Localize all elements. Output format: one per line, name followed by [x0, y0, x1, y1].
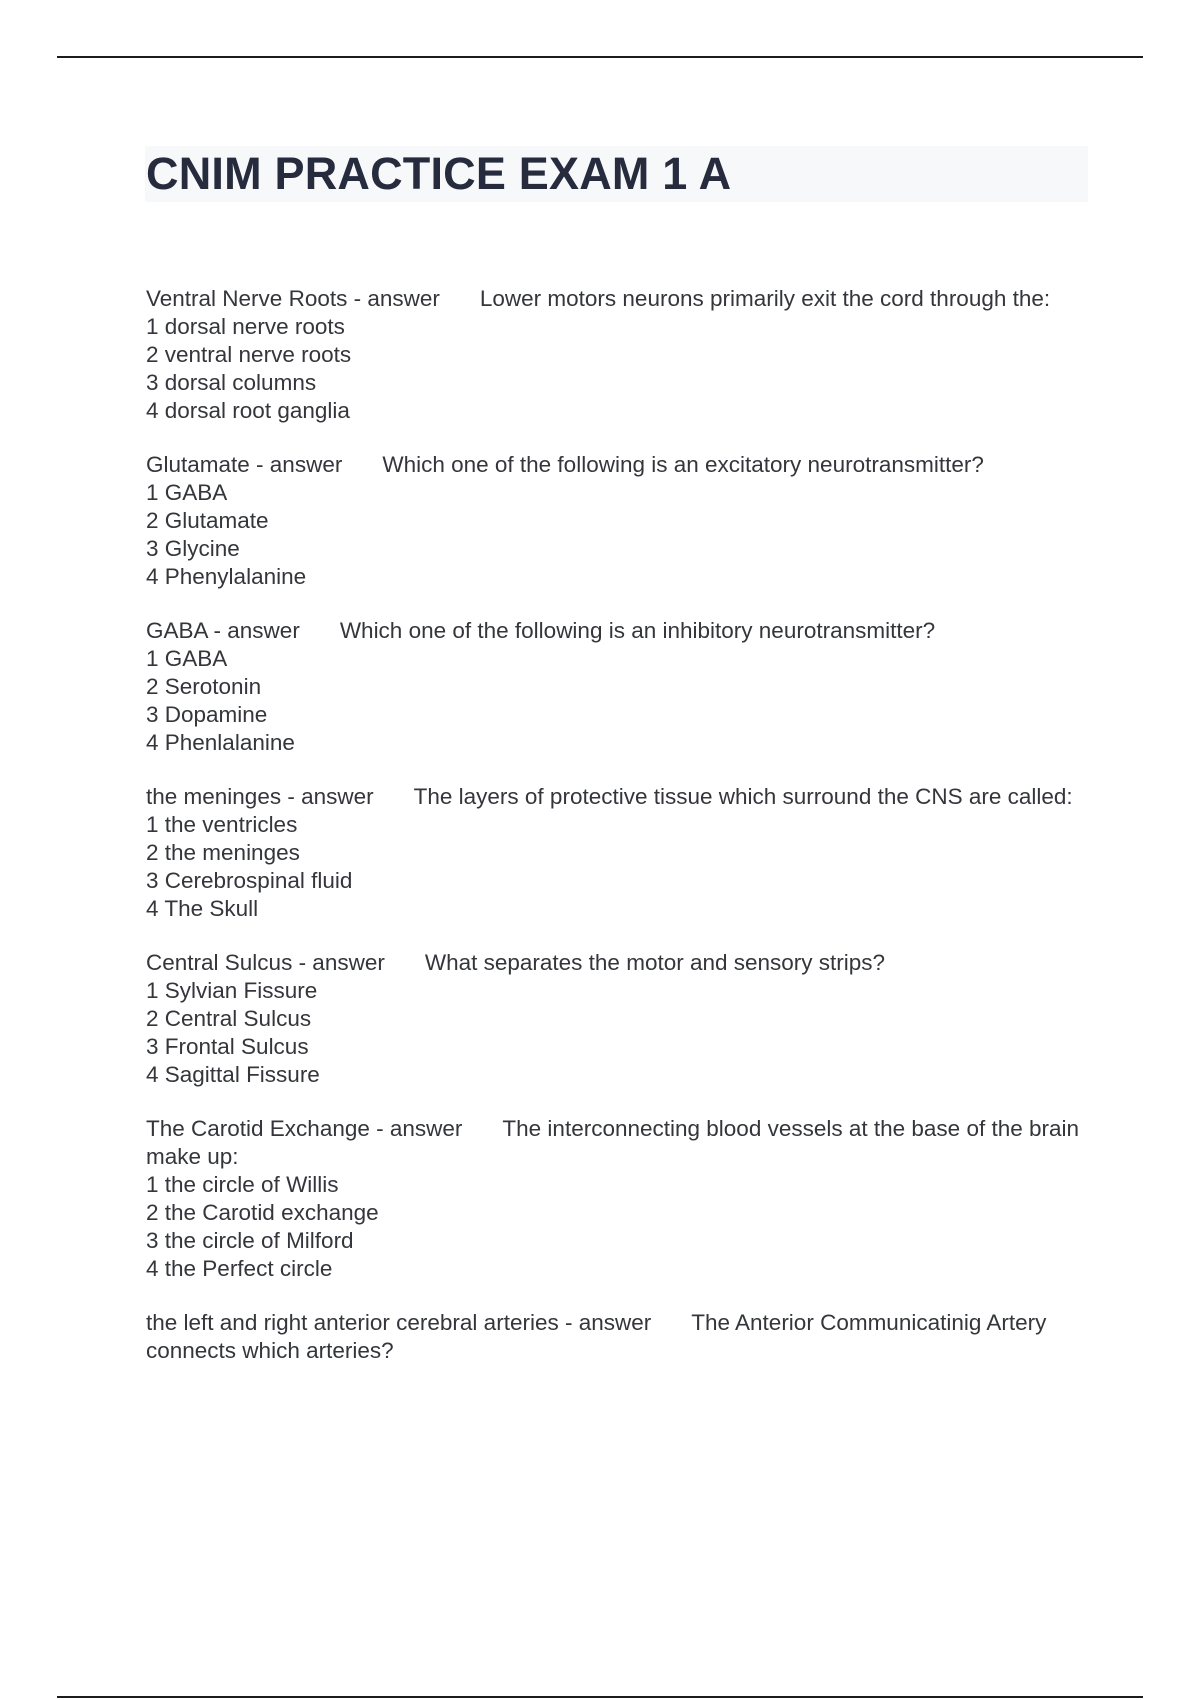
option-item: 1 Sylvian Fissure — [146, 978, 318, 1003]
question-text: Which one of the following is an inhibitory neurotransmitter? — [339, 618, 936, 643]
option-item: 1 the ventricles — [146, 812, 298, 837]
answer-text: Central Sulcus - answer — [146, 950, 385, 975]
option-item: 1 dorsal nerve roots — [146, 314, 345, 339]
question-text: The Anterior Communicatinig Artery connects which arteries? — [146, 1310, 1053, 1363]
option-list — [146, 977, 1096, 1089]
option-item: 1 GABA — [146, 646, 228, 671]
option-item: 3 the circle of Milford — [146, 1228, 354, 1253]
option-item: 1 GABA — [146, 480, 228, 505]
option-item: 3 Cerebrospinal fluid — [146, 868, 353, 893]
answer-text: GABA - answer — [146, 618, 300, 643]
option-item: 4 Sagittal Fissure — [146, 1062, 320, 1087]
answer-text: Ventral Nerve Roots - answer — [146, 286, 440, 311]
question-text: Lower motors neurons primarily exit the cord through the: — [479, 286, 1051, 311]
option-list — [146, 479, 1096, 591]
option-list — [146, 313, 1096, 425]
qa-question-line — [146, 949, 1096, 977]
option-item: 3 Dopamine — [146, 702, 268, 727]
option-item: 4 Phenylalanine — [146, 564, 307, 589]
answer-text: Glutamate - answer — [146, 452, 343, 477]
option-item: 3 Glycine — [146, 536, 240, 561]
option-item: 4 the Perfect circle — [146, 1256, 333, 1281]
top-rule — [57, 56, 1143, 58]
qa-item — [146, 285, 1096, 425]
qa-item — [146, 949, 1096, 1089]
qa-item — [146, 1309, 1096, 1365]
question-text: The interconnecting blood vessels at the base of the brain make up: — [146, 1116, 1086, 1169]
option-item: 4 Phenlalanine — [146, 730, 295, 755]
qa-item — [146, 1115, 1096, 1283]
bottom-rule — [57, 1696, 1143, 1698]
option-item: 4 The Skull — [146, 896, 259, 921]
qa-question-line — [146, 783, 1096, 811]
qa-item — [146, 451, 1096, 591]
option-list — [146, 1171, 1096, 1283]
question-text: Which one of the following is an excitatory neurotransmitter? — [382, 452, 984, 477]
option-item: 2 Central Sulcus — [146, 1006, 312, 1031]
question-text: What separates the motor and sensory strips? — [424, 950, 886, 975]
option-item: 2 ventral nerve roots — [146, 342, 352, 367]
qa-question-line — [146, 285, 1096, 313]
option-item: 2 the Carotid exchange — [146, 1200, 379, 1225]
option-list — [146, 645, 1096, 757]
option-list — [146, 811, 1096, 923]
qa-question-line — [146, 451, 1096, 479]
qa-list — [146, 285, 1096, 1391]
answer-text: the meninges - answer — [146, 784, 374, 809]
answer-text: the left and right anterior cerebral arteries - answer — [146, 1310, 652, 1335]
option-item: 2 the meninges — [146, 840, 300, 865]
qa-item — [146, 617, 1096, 757]
page-title: CNIM PRACTICE EXAM 1 A — [146, 148, 732, 199]
option-item: 4 dorsal root ganglia — [146, 398, 350, 423]
option-item: 3 dorsal columns — [146, 370, 317, 395]
option-item: 2 Glutamate — [146, 508, 269, 533]
option-item: 3 Frontal Sulcus — [146, 1034, 309, 1059]
question-text: The layers of protective tissue which surround the CNS are called: — [413, 784, 1073, 809]
qa-question-line — [146, 617, 1096, 645]
qa-question-line — [146, 1115, 1096, 1171]
option-item: 2 Serotonin — [146, 674, 262, 699]
option-item: 1 the circle of Willis — [146, 1172, 339, 1197]
answer-text: The Carotid Exchange - answer — [146, 1116, 463, 1141]
qa-item — [146, 783, 1096, 923]
qa-question-line — [146, 1309, 1096, 1365]
